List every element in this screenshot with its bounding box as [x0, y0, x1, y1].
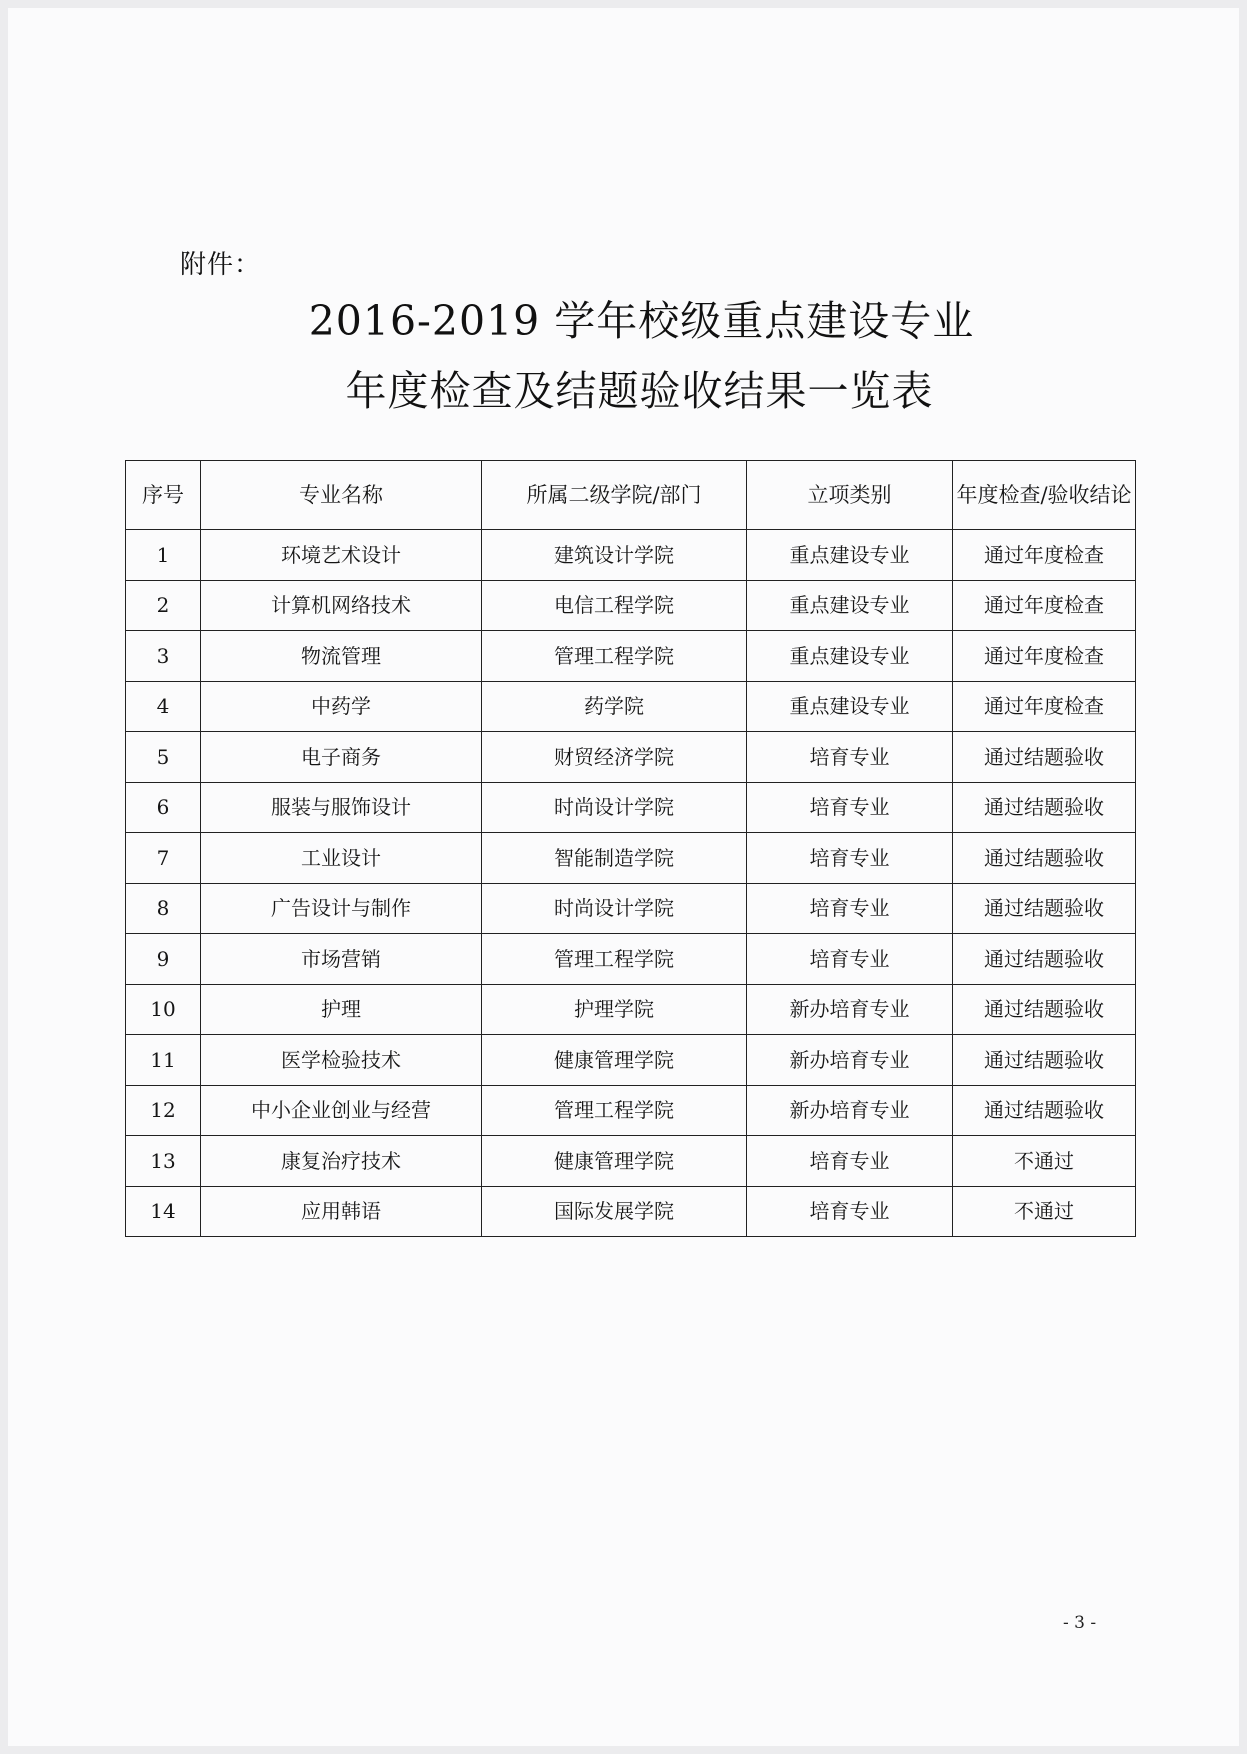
cell-index: 5 [126, 732, 201, 783]
table-row [126, 883, 1136, 934]
cell-index: 9 [126, 934, 201, 985]
cell-major-name: 市场营销 [201, 934, 482, 985]
cell-college: 智能制造学院 [482, 833, 747, 884]
cell-conclusion: 通过年度检查 [953, 580, 1136, 631]
cell-category: 培育专业 [747, 1186, 953, 1237]
cell-index: 8 [126, 883, 201, 934]
cell-category: 培育专业 [747, 934, 953, 985]
cell-conclusion: 通过年度检查 [953, 530, 1136, 581]
cell-category: 培育专业 [747, 732, 953, 783]
cell-major-name: 工业设计 [201, 833, 482, 884]
cell-college: 时尚设计学院 [482, 782, 747, 833]
cell-major-name: 计算机网络技术 [201, 580, 482, 631]
cell-college: 健康管理学院 [482, 1035, 747, 1086]
cell-major-name: 护理 [201, 984, 482, 1035]
cell-conclusion: 通过结题验收 [953, 1035, 1136, 1086]
cell-college: 药学院 [482, 681, 747, 732]
cell-college: 管理工程学院 [482, 631, 747, 682]
cell-index: 12 [126, 1085, 201, 1136]
cell-index: 3 [126, 631, 201, 682]
cell-conclusion: 通过年度检查 [953, 681, 1136, 732]
cell-major-name: 中小企业创业与经营 [201, 1085, 482, 1136]
cell-major-name: 物流管理 [201, 631, 482, 682]
cell-category: 重点建设专业 [747, 530, 953, 581]
header-major-name: 专业名称 [201, 461, 482, 530]
cell-college: 建筑设计学院 [482, 530, 747, 581]
table-row [126, 631, 1136, 682]
cell-conclusion: 通过结题验收 [953, 883, 1136, 934]
cell-major-name: 环境艺术设计 [201, 530, 482, 581]
cell-category: 重点建设专业 [747, 681, 953, 732]
document-page [8, 8, 1239, 1746]
table-row [126, 732, 1136, 783]
cell-college: 电信工程学院 [482, 580, 747, 631]
cell-index: 14 [126, 1186, 201, 1237]
table-header-row [126, 461, 1136, 530]
cell-index: 4 [126, 681, 201, 732]
table-row [126, 782, 1136, 833]
cell-major-name: 康复治疗技术 [201, 1136, 482, 1187]
cell-conclusion: 通过结题验收 [953, 1085, 1136, 1136]
cell-index: 2 [126, 580, 201, 631]
table-body [126, 530, 1136, 1237]
header-college: 所属二级学院/部门 [482, 461, 747, 530]
header-category: 立项类别 [747, 461, 953, 530]
table-row [126, 1035, 1136, 1086]
cell-category: 新办培育专业 [747, 984, 953, 1035]
cell-major-name: 医学检验技术 [201, 1035, 482, 1086]
cell-college: 财贸经济学院 [482, 732, 747, 783]
cell-index: 6 [126, 782, 201, 833]
cell-major-name: 广告设计与制作 [201, 883, 482, 934]
cell-major-name: 电子商务 [201, 732, 482, 783]
cell-index: 13 [126, 1136, 201, 1187]
header-index: 序号 [126, 461, 201, 530]
table-row [126, 833, 1136, 884]
cell-index: 10 [126, 984, 201, 1035]
cell-college: 管理工程学院 [482, 1085, 747, 1136]
table-row [126, 1186, 1136, 1237]
header-conclusion: 年度检查/验收结论 [953, 461, 1136, 530]
cell-conclusion: 通过结题验收 [953, 934, 1136, 985]
document-title-line-1: 2016-2019 学年校级重点建设专业 [308, 297, 975, 345]
cell-conclusion: 通过结题验收 [953, 984, 1136, 1035]
cell-college: 健康管理学院 [482, 1136, 747, 1187]
page-number: - 3 - [1063, 1613, 1097, 1633]
cell-index: 7 [126, 833, 201, 884]
cell-category: 重点建设专业 [747, 580, 953, 631]
cell-index: 11 [126, 1035, 201, 1086]
table-row [126, 530, 1136, 581]
cell-conclusion: 通过结题验收 [953, 782, 1136, 833]
cell-conclusion: 不通过 [953, 1186, 1136, 1237]
table-row [126, 1085, 1136, 1136]
cell-college: 管理工程学院 [482, 934, 747, 985]
cell-major-name: 中药学 [201, 681, 482, 732]
cell-category: 培育专业 [747, 1136, 953, 1187]
cell-conclusion: 通过结题验收 [953, 732, 1136, 783]
table-row [126, 1136, 1136, 1187]
cell-category: 培育专业 [747, 782, 953, 833]
cell-category: 培育专业 [747, 833, 953, 884]
cell-conclusion: 不通过 [953, 1136, 1136, 1187]
results-table [125, 460, 1136, 1237]
cell-college: 时尚设计学院 [482, 883, 747, 934]
document-title-line-2: 年度检查及结题验收结果一览表 [345, 367, 934, 415]
cell-conclusion: 通过年度检查 [953, 631, 1136, 682]
cell-college: 护理学院 [482, 984, 747, 1035]
cell-category: 新办培育专业 [747, 1085, 953, 1136]
table-row [126, 984, 1136, 1035]
attachment-label: 附件： [180, 250, 262, 280]
cell-major-name: 应用韩语 [201, 1186, 482, 1237]
cell-category: 新办培育专业 [747, 1035, 953, 1086]
cell-category: 培育专业 [747, 883, 953, 934]
cell-college: 国际发展学院 [482, 1186, 747, 1237]
cell-index: 1 [126, 530, 201, 581]
table-row [126, 934, 1136, 985]
cell-conclusion: 通过结题验收 [953, 833, 1136, 884]
cell-category: 重点建设专业 [747, 631, 953, 682]
table-row [126, 681, 1136, 732]
cell-major-name: 服装与服饰设计 [201, 782, 482, 833]
table-row [126, 580, 1136, 631]
